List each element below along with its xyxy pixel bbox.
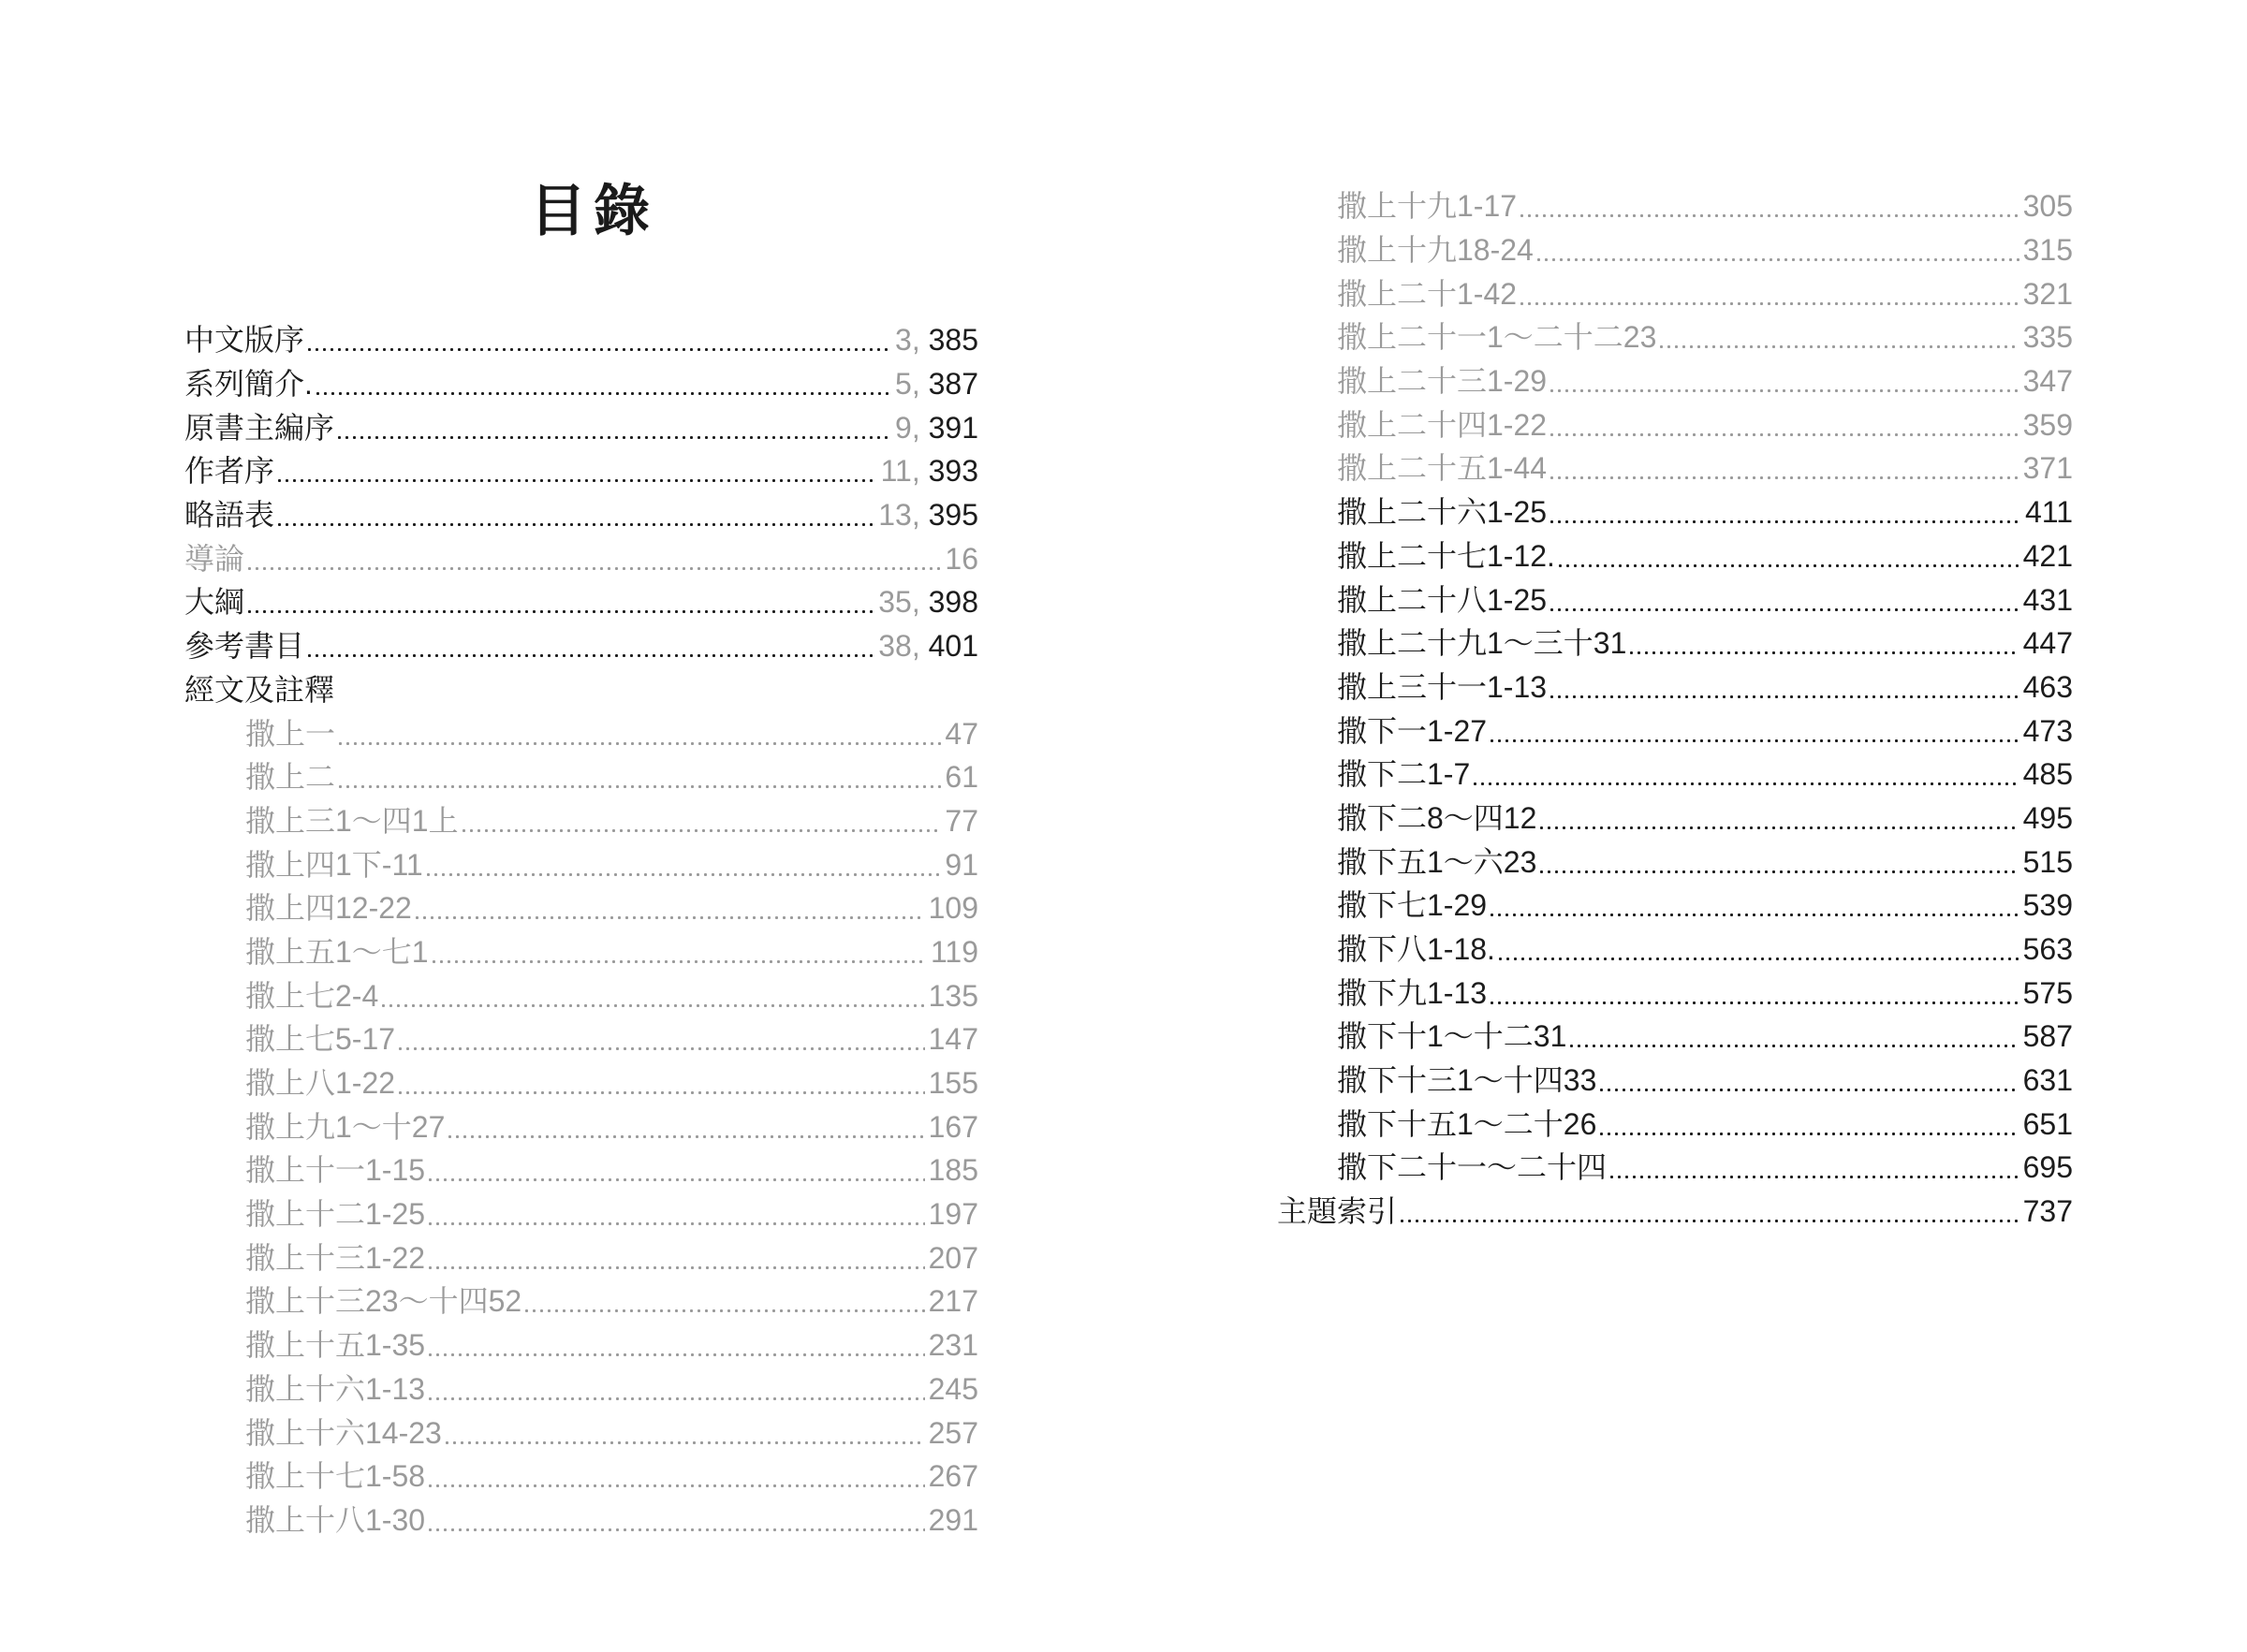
toc-entry-title: 撒下十1～十二31 xyxy=(1337,1019,1567,1054)
dot-leader xyxy=(399,1024,925,1054)
dot-leader xyxy=(308,631,874,661)
toc-entry-pages xyxy=(2022,1194,2073,1229)
dot-leader xyxy=(1401,1196,2019,1226)
toc-entry xyxy=(184,362,978,406)
dot-leader xyxy=(1537,235,2019,265)
toc-entry-pages xyxy=(2022,538,2073,573)
toc-entry-title: 系列簡介. xyxy=(184,367,313,402)
page-number: 391 xyxy=(928,410,978,445)
toc-entry-pages xyxy=(878,629,978,664)
dot-leader xyxy=(1559,541,2019,571)
dot-leader xyxy=(1570,1021,2019,1051)
toc-entry-title: 撒上十七1-58 xyxy=(245,1459,426,1494)
dot-leader xyxy=(1540,803,2019,833)
dot-leader xyxy=(429,1243,925,1273)
dot-leader xyxy=(339,719,941,749)
page-number: 267 xyxy=(928,1459,978,1494)
dot-leader xyxy=(339,762,941,792)
toc-entry-title: 撒上十九1-17 xyxy=(1337,189,1518,224)
page-number: 155 xyxy=(928,1066,978,1101)
dot-leader xyxy=(1550,410,2019,440)
page-number-primary: 9, xyxy=(895,410,929,445)
page-number: 563 xyxy=(2022,932,2073,967)
toc-entry-title: 撒上十九18-24 xyxy=(1337,233,1534,268)
page-number: 447 xyxy=(2022,626,2073,661)
toc-entry-title: 撒下五1～六23 xyxy=(1337,844,1537,879)
page-number: 587 xyxy=(2022,1019,2073,1054)
dot-leader xyxy=(1499,934,2019,964)
toc-entry xyxy=(184,1455,978,1498)
dot-leader xyxy=(1520,191,2019,221)
toc-entry-pages xyxy=(2022,1106,2073,1141)
page-number: 119 xyxy=(930,934,978,969)
toc-entry xyxy=(1277,1102,2073,1146)
toc-entry-title: 大綱 xyxy=(184,585,245,620)
dot-leader xyxy=(448,1112,924,1142)
dot-leader xyxy=(429,1374,925,1404)
toc-entry-pages xyxy=(895,410,978,445)
toc-entry xyxy=(1277,709,2073,753)
dot-leader xyxy=(429,1155,925,1185)
toc-entry xyxy=(184,886,978,930)
toc-entry xyxy=(184,755,978,799)
toc-entry-title: 撒上十一1-15 xyxy=(245,1153,426,1188)
toc-entry-pages xyxy=(930,934,978,969)
page-number: 387 xyxy=(928,367,978,402)
dot-leader xyxy=(429,1505,925,1535)
toc-entry-pages xyxy=(2022,975,2073,1010)
toc-entry-title: 撒上二十五1-44 xyxy=(1337,451,1548,486)
toc-entry-title: 參考書目 xyxy=(184,629,305,664)
dot-leader xyxy=(1660,322,2019,352)
page-number-primary: 3, xyxy=(895,323,929,358)
dot-leader xyxy=(1550,453,2019,483)
page-number: 371 xyxy=(2022,451,2073,486)
dot-leader xyxy=(278,456,877,486)
toc-entry xyxy=(1277,534,2073,578)
page-number: 109 xyxy=(928,891,978,926)
dot-leader xyxy=(1550,366,2019,396)
page-number: 401 xyxy=(928,629,978,664)
dot-leader xyxy=(416,893,925,923)
toc-entry xyxy=(184,449,978,493)
toc-entry xyxy=(1277,665,2073,709)
page-number: 539 xyxy=(2022,888,2073,923)
toc-entry xyxy=(184,1411,978,1455)
page-number: 359 xyxy=(2022,407,2073,442)
toc-entry-pages xyxy=(945,760,978,795)
toc-entry-title: 中文版序 xyxy=(184,323,305,358)
toc-entry-title: 撒下二1-7 xyxy=(1337,757,1471,792)
toc-entry xyxy=(1277,621,2073,665)
toc-entry-title: 撒下十五1～二十26 xyxy=(1337,1106,1597,1141)
toc-entry-title: 原書主編序 xyxy=(184,410,335,445)
page-number: 77 xyxy=(945,803,978,838)
page-number: 495 xyxy=(2022,800,2073,835)
dot-leader xyxy=(1600,1065,2019,1095)
toc-entry-pages xyxy=(928,1022,978,1057)
page-number: 16 xyxy=(945,541,978,576)
toc-entry-title: 撒上十五1-35 xyxy=(245,1328,426,1363)
toc-entry-pages xyxy=(2022,669,2073,704)
toc-entry-pages xyxy=(2022,757,2073,792)
toc-entry-pages xyxy=(2022,1063,2073,1098)
page-number: 217 xyxy=(928,1284,978,1319)
page-number: 393 xyxy=(928,454,978,489)
dot-leader xyxy=(1491,890,2019,920)
page-number: 147 xyxy=(928,1022,978,1057)
page-number-primary: 35, xyxy=(878,585,929,620)
toc-entry xyxy=(1277,577,2073,621)
dot-leader xyxy=(429,1199,925,1229)
dot-leader xyxy=(1540,847,2019,877)
toc-entry-pages xyxy=(928,1328,978,1363)
toc-entry-pages xyxy=(945,847,978,882)
toc-entry-pages xyxy=(878,585,978,620)
toc-entry-title: 撒下八1-18. xyxy=(1337,932,1495,967)
toc-entry-pages xyxy=(2022,1150,2073,1185)
toc-entry-pages xyxy=(2022,626,2073,661)
toc-entry-title: 撒上七2-4 xyxy=(245,978,379,1013)
page-number: 197 xyxy=(928,1197,978,1232)
page-number: 485 xyxy=(2022,757,2073,792)
dot-leader xyxy=(399,1068,925,1098)
page-number: 515 xyxy=(2022,844,2073,879)
toc-entry-title: 撒上十八1-30 xyxy=(245,1502,426,1537)
toc-entry xyxy=(1277,359,2073,403)
toc-entry-pages xyxy=(928,978,978,1013)
dot-leader xyxy=(427,850,942,880)
page-number: 575 xyxy=(2022,975,2073,1010)
page-number-primary: 38, xyxy=(878,629,929,664)
toc-entry xyxy=(1277,971,2073,1015)
toc-entry-pages xyxy=(2022,713,2073,748)
toc-entry-pages xyxy=(2022,932,2073,967)
toc-entry-title: 撒上十三1-22 xyxy=(245,1240,426,1275)
page-number-primary: 13, xyxy=(878,498,929,533)
page-number: 61 xyxy=(945,760,978,795)
toc-entry xyxy=(184,1017,978,1061)
toc-entry xyxy=(1277,753,2073,797)
toc-entry xyxy=(184,668,978,712)
toc-entry xyxy=(1277,271,2073,315)
toc-entry-pages xyxy=(2022,582,2073,617)
toc-entry-pages xyxy=(928,1459,978,1494)
toc-entry-pages xyxy=(2022,189,2073,224)
toc-entry-pages xyxy=(928,1197,978,1232)
toc-entry-title: 撒上四12-22 xyxy=(245,891,412,926)
toc-entry-pages xyxy=(945,541,978,576)
toc-entry-title: 撒上二十九1～三十31 xyxy=(1337,626,1627,661)
toc-entry-title: 撒上二十八1-25 xyxy=(1337,582,1548,617)
toc-entry-pages xyxy=(928,1415,978,1450)
toc-entry-title: 撒下一1-27 xyxy=(1337,713,1488,748)
dot-leader xyxy=(1550,672,2019,702)
dot-leader xyxy=(525,1286,924,1316)
toc-entry-pages xyxy=(895,323,978,358)
toc-entry-pages xyxy=(928,1371,978,1406)
toc-entry-title: 經文及註釋 xyxy=(184,672,335,707)
page-number: 473 xyxy=(2022,713,2073,748)
page-number: 631 xyxy=(2022,1063,2073,1098)
toc-entry xyxy=(184,1279,978,1323)
dot-leader xyxy=(1630,628,2019,658)
toc-entry-pages xyxy=(2022,320,2073,355)
toc-entry-title: 撒上三十一1-13 xyxy=(1337,669,1548,704)
toc-entry-pages xyxy=(928,891,978,926)
toc-entry-pages xyxy=(2022,451,2073,486)
page-number: 257 xyxy=(928,1415,978,1450)
toc-entry-pages xyxy=(2022,800,2073,835)
page-number: 335 xyxy=(2022,320,2073,355)
toc-entry-title: 撒上二十七1-12. xyxy=(1337,538,1555,573)
toc-entry xyxy=(184,1498,978,1542)
toc-entry-title: 撒上五1～七1 xyxy=(245,934,429,969)
dot-leader xyxy=(1474,759,2019,789)
toc-entry xyxy=(1277,184,2073,228)
page-number: 291 xyxy=(928,1502,978,1537)
toc-entry-pages xyxy=(2022,276,2073,311)
toc-entry-pages xyxy=(2022,407,2073,442)
toc-entry-title: 撒上十六1-13 xyxy=(245,1371,426,1406)
toc-entry xyxy=(184,799,978,843)
dot-leader xyxy=(248,544,941,574)
toc-entry-pages xyxy=(2024,495,2073,530)
page-number-primary: 5, xyxy=(895,367,929,402)
toc-entry xyxy=(184,624,978,668)
toc-entry-title: 撒上三1～四1上 xyxy=(245,803,459,838)
toc-entry xyxy=(184,711,978,755)
toc-entry-pages xyxy=(928,1240,978,1275)
toc-entry-pages xyxy=(878,498,978,533)
toc-entry xyxy=(1277,446,2073,490)
toc-entry-title: 撒上二十三1-29 xyxy=(1337,364,1548,399)
toc-entry-pages xyxy=(945,803,978,838)
toc-entry xyxy=(184,930,978,974)
toc-entry xyxy=(1277,1059,2073,1103)
toc-entry xyxy=(184,1104,978,1148)
page-number: 185 xyxy=(928,1153,978,1188)
page-title: 目錄 xyxy=(530,179,657,244)
toc-entry-pages xyxy=(928,1066,978,1101)
toc-entry-pages xyxy=(2022,364,2073,399)
page-number: 385 xyxy=(928,323,978,358)
toc-entry-title: 主題索引 xyxy=(1277,1194,1398,1229)
page-number: 347 xyxy=(2022,364,2073,399)
page-number: 231 xyxy=(928,1328,978,1363)
dot-leader xyxy=(429,1330,925,1360)
toc-left-column xyxy=(184,318,978,1542)
toc-entry-title: 撒下二8～四12 xyxy=(1337,800,1537,835)
dot-leader xyxy=(429,1461,925,1491)
toc-entry-title: 撒上二十1-42 xyxy=(1337,276,1518,311)
dot-leader xyxy=(433,937,927,967)
toc-entry-title: 撒上二 xyxy=(245,760,336,795)
page-number: 463 xyxy=(2022,669,2073,704)
toc-entry-title: 撒上四1下-11 xyxy=(245,847,423,882)
dot-leader xyxy=(463,806,942,836)
toc-entry xyxy=(184,1367,978,1411)
toc-entry-title: 撒上八1-22 xyxy=(245,1066,396,1101)
dot-leader xyxy=(1491,978,2019,1008)
toc-entry xyxy=(1277,797,2073,841)
toc-entry-title: 撒下十三1～十四33 xyxy=(1337,1063,1597,1098)
dot-leader xyxy=(1550,497,2021,527)
toc-entry xyxy=(184,1148,978,1192)
toc-entry-title: 撒上七5-17 xyxy=(245,1022,396,1057)
toc-entry xyxy=(1277,884,2073,928)
page-number: 47 xyxy=(945,716,978,751)
toc-entry xyxy=(1277,928,2073,972)
toc-entry xyxy=(184,842,978,886)
dot-leader xyxy=(308,325,891,355)
toc-entry xyxy=(184,318,978,362)
toc-entry-title: 撒上二十六1-25 xyxy=(1337,495,1548,530)
toc-entry-pages xyxy=(928,1109,978,1144)
dot-leader xyxy=(1610,1152,2019,1182)
toc-entry xyxy=(184,1192,978,1236)
page-number: 695 xyxy=(2022,1150,2073,1185)
toc-entry xyxy=(184,1323,978,1367)
toc-entry xyxy=(184,973,978,1017)
dot-leader xyxy=(1550,585,2019,615)
toc-entry-title: 撒上九1～十27 xyxy=(245,1109,446,1144)
toc-entry-title: 撒上二十四1-22 xyxy=(1337,407,1548,442)
page-number: 395 xyxy=(928,498,978,533)
dot-leader xyxy=(316,369,891,399)
toc-entry-title: 導論 xyxy=(184,541,245,576)
toc-entry-pages xyxy=(928,1153,978,1188)
dot-leader xyxy=(1491,716,2019,746)
toc-entry xyxy=(1277,402,2073,446)
toc-entry xyxy=(184,536,978,580)
toc-entry xyxy=(1277,490,2073,534)
toc-right-column xyxy=(1277,184,2073,1234)
toc-entry-title: 略語表 xyxy=(184,498,275,533)
page-number: 167 xyxy=(928,1109,978,1144)
dot-leader xyxy=(278,500,874,530)
toc-entry xyxy=(184,493,978,537)
page-number: 321 xyxy=(2022,276,2073,311)
toc-entry-title: 撒上十二1-25 xyxy=(245,1197,426,1232)
toc-entry xyxy=(1277,1190,2073,1234)
page-number: 245 xyxy=(928,1371,978,1406)
page-number: 398 xyxy=(928,585,978,620)
page-number: 207 xyxy=(928,1240,978,1275)
page-number: 315 xyxy=(2022,233,2073,268)
toc-entry xyxy=(1277,1015,2073,1059)
toc-entry xyxy=(1277,1146,2073,1190)
toc-entry xyxy=(184,1235,978,1279)
dot-leader xyxy=(382,981,924,1011)
page-number: 305 xyxy=(2022,189,2073,224)
toc-entry xyxy=(1277,228,2073,272)
dot-leader xyxy=(1520,279,2019,309)
toc-entry-title: 作者序 xyxy=(184,454,275,489)
toc-entry xyxy=(184,1061,978,1105)
toc-entry-title: 撒上十三23～十四52 xyxy=(245,1284,522,1319)
toc-entry xyxy=(1277,315,2073,359)
toc-entry-pages xyxy=(928,1502,978,1537)
toc-entry-title: 撒下二十一～二十四 xyxy=(1337,1150,1608,1185)
page-number: 91 xyxy=(945,847,978,882)
toc-entry xyxy=(184,580,978,624)
toc-entry-pages xyxy=(2022,844,2073,879)
toc-entry-pages xyxy=(2022,1019,2073,1054)
toc-entry-title: 撒下九1-13 xyxy=(1337,975,1488,1010)
dot-leader xyxy=(248,587,874,617)
toc-entry-pages xyxy=(895,367,978,402)
toc-entry-title: 撒下七1-29 xyxy=(1337,888,1488,923)
toc-entry-title: 撒上一 xyxy=(245,716,336,751)
dot-leader xyxy=(1600,1109,2019,1139)
toc-entry-pages xyxy=(928,1284,978,1319)
page-number: 421 xyxy=(2022,538,2073,573)
toc-entry xyxy=(184,405,978,449)
page-number: 411 xyxy=(2024,495,2073,530)
toc-entry-pages xyxy=(2022,233,2073,268)
dot-leader xyxy=(446,1418,925,1448)
toc-entry-title: 撒上二十一1～二十二23 xyxy=(1337,320,1657,355)
toc-entry-pages xyxy=(945,716,978,751)
toc-entry xyxy=(1277,840,2073,884)
page-number: 651 xyxy=(2022,1106,2073,1141)
page-number: 135 xyxy=(928,978,978,1013)
toc-entry-pages xyxy=(2022,888,2073,923)
page-number: 737 xyxy=(2022,1194,2073,1229)
dot-leader xyxy=(338,413,891,443)
page-number-primary: 11, xyxy=(880,454,929,489)
toc-entry-title: 撒上十六14-23 xyxy=(245,1415,442,1450)
toc-entry-pages xyxy=(880,454,978,489)
page-number: 431 xyxy=(2022,582,2073,617)
